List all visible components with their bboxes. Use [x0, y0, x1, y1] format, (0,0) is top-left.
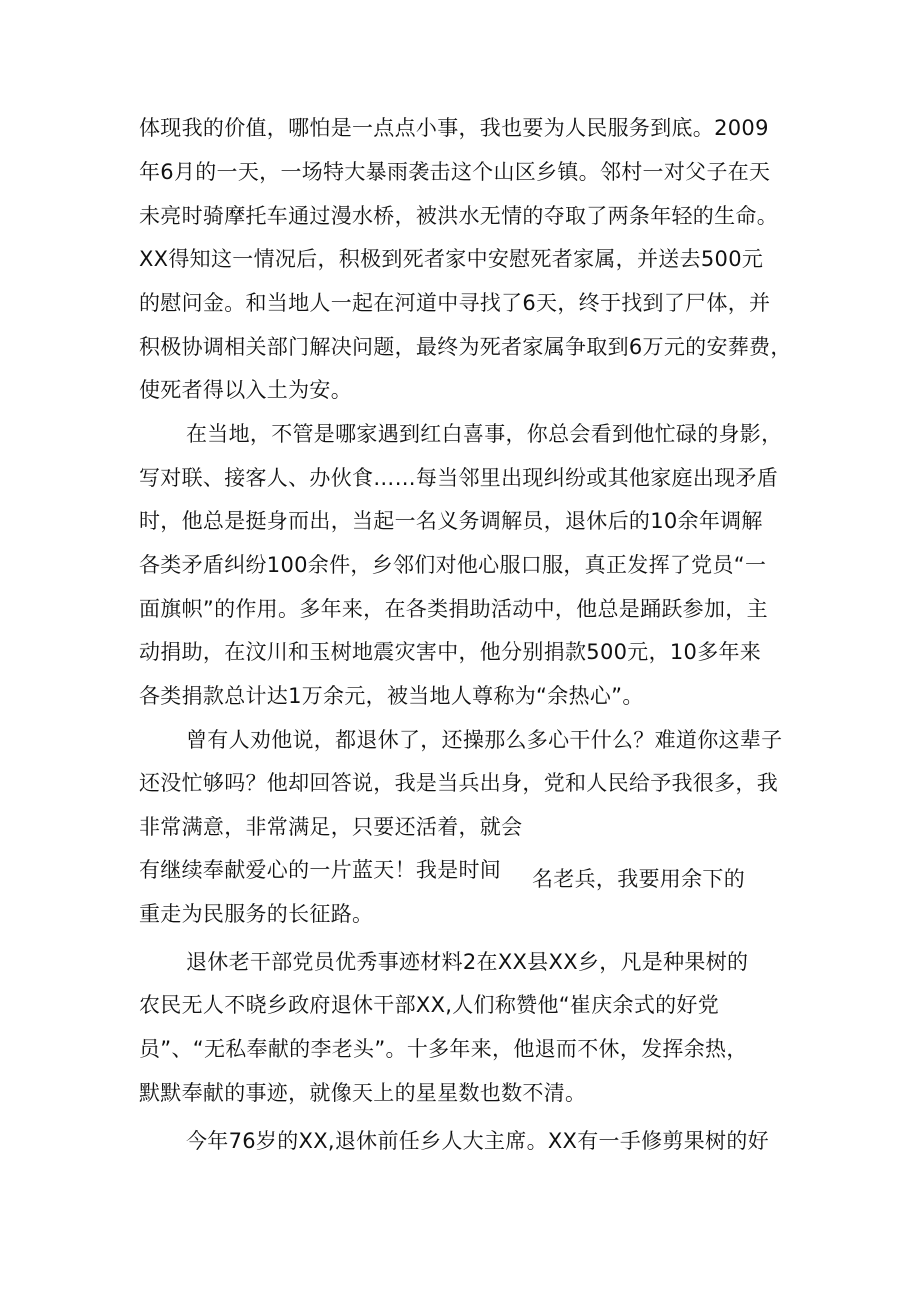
- text-line: 时，他总是挺身而出，当起一名义务调解员，退休后的10余年调解: [139, 509, 763, 533]
- text-line: 写对联、接客人、办伙食……每当邻里出现纠纷或其他家庭出现矛盾: [139, 466, 778, 490]
- paragraph-start-line: 退休老干部党员优秀事迹材料2在XX县XX乡，凡是种果树的: [186, 950, 749, 974]
- text-line: 非常满意，非常满足，只要还活着，就会: [139, 815, 523, 839]
- text-line: 积极协调相关部门解决问题，最终为死者家属争取到6万元的安葬费，: [139, 335, 792, 359]
- text-line: 的慰问金。和当地人一起在河道中寻找了6天，终于找到了尸体，并: [139, 291, 771, 315]
- text-line: 未亮时骑摩托车通过漫水桥，被洪水无情的夺取了两条年轻的生命。: [139, 204, 778, 228]
- text-line: XX得知这一情况后，积极到死者家中安慰死者家属，并送去500元: [139, 247, 764, 271]
- text-line: 各类矛盾纠纷100余件，乡邻们对他心服口服，真正发挥了党员“一: [139, 553, 767, 577]
- paragraph-start-line: 在当地，不管是哪家遇到红白喜事，你总会看到他忙碌的身影，: [186, 422, 783, 446]
- text-line: 默默奉献的事迹，就像天上的星星数也数不清。: [139, 1081, 587, 1105]
- text-line: 体现我的价值，哪怕是一点点小事，我也要为人民服务到底。2009: [139, 116, 769, 140]
- text-line: 面旗帜”的作用。多年来，在各类捐助活动中，他总是踊跃参加，主: [139, 597, 768, 621]
- text-line: 员”、“无私奉献的李老头”。十多年来，他退而不休，发挥余热，: [139, 1037, 748, 1061]
- text-line: 还没忙够吗？他却回答说，我是当兵出身，党和人民给予我很多，我: [139, 771, 778, 795]
- text-line: 动捐助，在汶川和玉树地震灾害中，他分别捐款500元，10多年来: [139, 640, 762, 664]
- text-line-fragment: 名老兵，我要用余下的: [532, 867, 745, 891]
- paragraph-start-line: 今年76岁的XX,退休前任乡人大主席。XX有一手修剪果树的好: [186, 1129, 769, 1153]
- text-line: 重走为民服务的长征路。: [139, 902, 374, 926]
- text-line: 有继续奉献爱心的一片蓝天！我是时间: [139, 858, 502, 882]
- text-line: 使死者得以入土为安。: [139, 378, 352, 402]
- text-line: 农民无人不晓乡政府退休干部XX,人们称赞他“崔庆余式的好党: [139, 993, 720, 1017]
- text-line: 年6月的一天，一场特大暴雨袭击这个山区乡镇。邻村一对父子在天: [139, 160, 771, 184]
- text-line: 各类捐款总计达1万余元，被当地人尊称为“余热心”。: [139, 684, 644, 708]
- paragraph-start-line: 曾有人劝他说，都退休了，还操那么多心干什么？难道你这辈子: [186, 728, 783, 752]
